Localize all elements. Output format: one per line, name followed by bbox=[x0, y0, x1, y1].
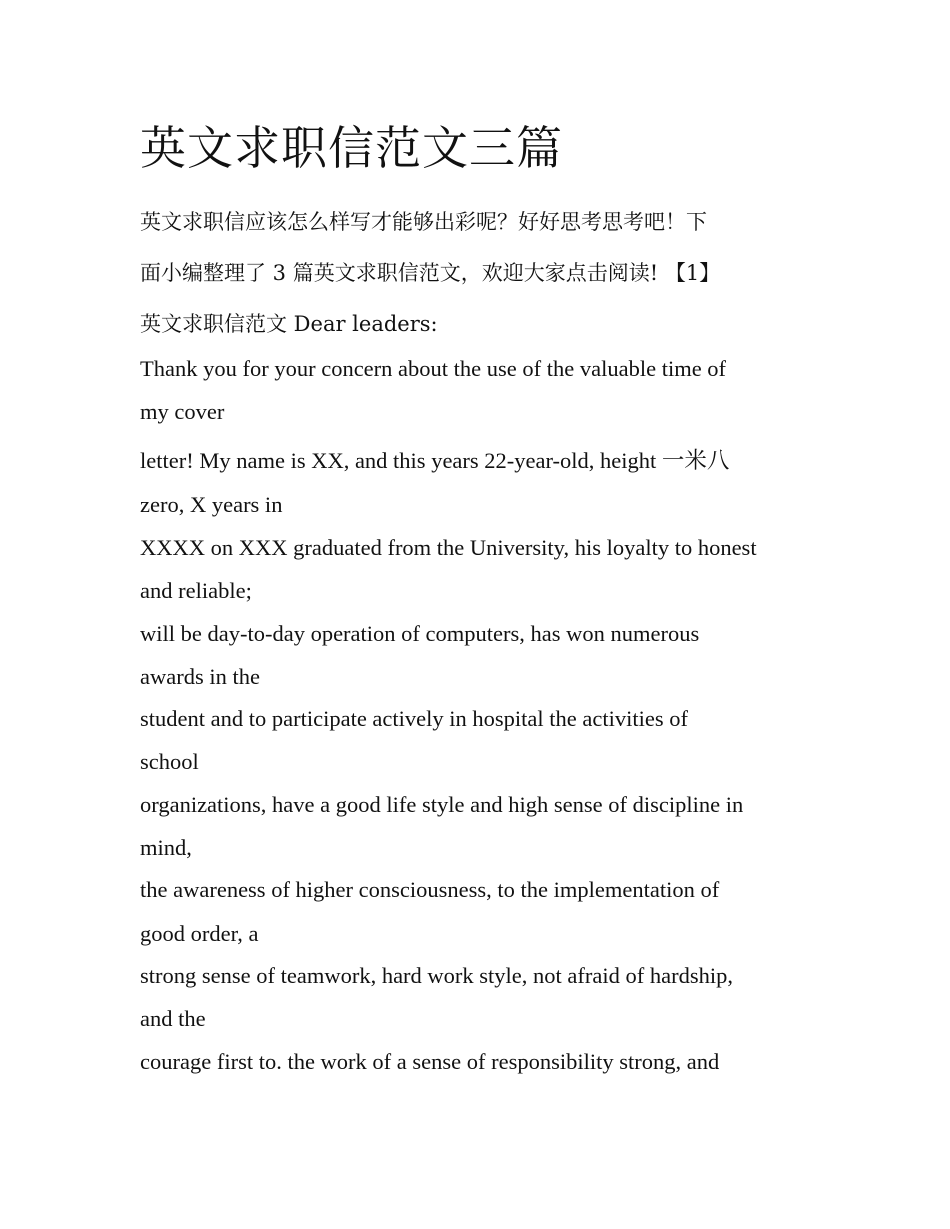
paragraph-line: and the bbox=[140, 1006, 206, 1031]
paragraph-line: zero, X years in bbox=[140, 492, 283, 517]
document-title: 英文求职信范文三篇 bbox=[140, 121, 563, 175]
paragraph-line: 英文求职信范文 Dear leaders: bbox=[140, 312, 438, 336]
paragraph-line: student and to participate actively in hospital the activities of bbox=[140, 706, 688, 731]
paragraph-line: letter! My name is XX, and this years 22-year-old, height 一米八 bbox=[140, 448, 730, 473]
paragraph-line: 英文求职信应该怎么样写才能够出彩呢？好好思考思考吧！下 bbox=[140, 210, 707, 234]
paragraph-line: awards in the bbox=[140, 664, 260, 689]
paragraph-line: the awareness of higher consciousness, to the implementation of bbox=[140, 877, 720, 902]
paragraph-line: good order, a bbox=[140, 921, 259, 946]
paragraph-line: courage first to. the work of a sense of responsibility strong, and bbox=[140, 1049, 720, 1074]
paragraph-line: Thank you for your concern about the use of the valuable time of bbox=[140, 356, 727, 381]
paragraph-line: school bbox=[140, 749, 199, 774]
paragraph-line: organizations, have a good life style and high sense of discipline in bbox=[140, 792, 744, 817]
paragraph-line: XXXX on XXX graduated from the University, his loyalty to honest bbox=[140, 535, 757, 560]
paragraph-line: my cover bbox=[140, 399, 225, 424]
paragraph-line: and reliable; bbox=[140, 578, 252, 603]
paragraph-line: strong sense of teamwork, hard work style, not afraid of hardship, bbox=[140, 963, 733, 988]
paragraph-line: mind, bbox=[140, 835, 192, 860]
paragraph-line: 面小编整理了 3 篇英文求职信范文，欢迎大家点击阅读! 【1】 bbox=[140, 261, 721, 285]
paragraph-line: will be day-to-day operation of computers, has won numerous bbox=[140, 621, 700, 646]
